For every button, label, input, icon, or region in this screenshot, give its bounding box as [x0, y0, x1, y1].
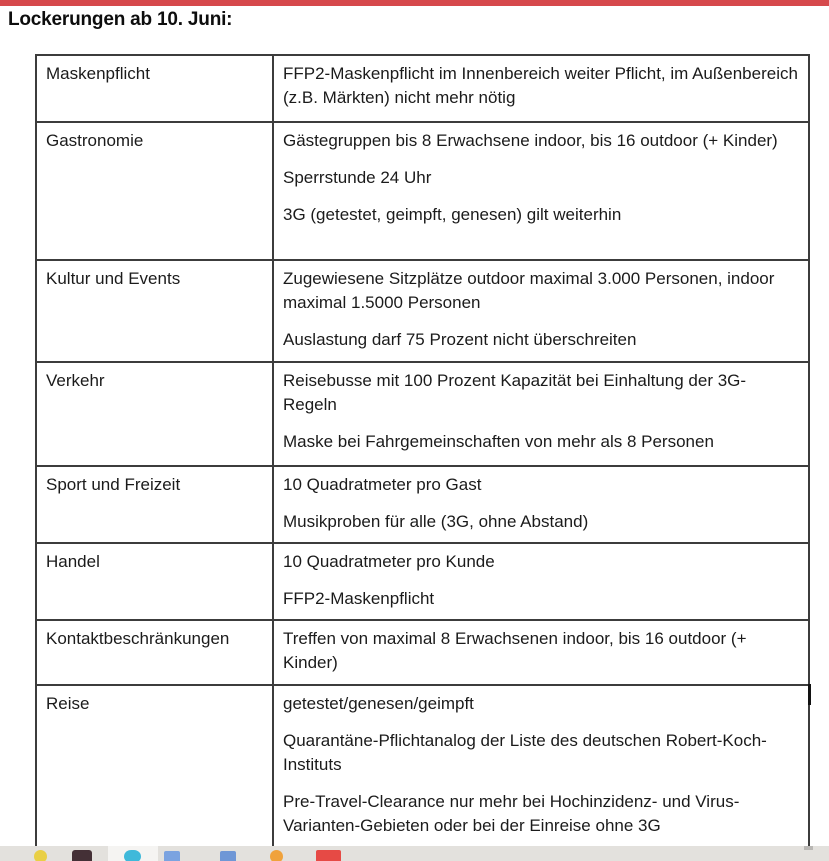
detail-paragraph: Pre-Travel-Clearance nur mehr bei Hochinzidenz- und Virus-Varianten-Gebieten oder bei der Einreise ohne 3G — [283, 792, 740, 835]
orange-dot-icon[interactable] — [270, 850, 283, 861]
detail-paragraph: Maske bei Fahrgemeinschaften von mehr als 8 Personen — [283, 432, 714, 451]
details-cell — [273, 466, 809, 543]
detail-paragraph: FFP2-Maskenpflicht im Innenbereich weiter Pflicht, im Außenbereich (z.B. Märkten) nicht mehr nötig — [283, 64, 798, 107]
cyan-circle-icon[interactable] — [124, 850, 141, 861]
detail-paragraph: Quarantäne-Pflichtanalog der Liste des deutschen Robert-Koch-Instituts — [283, 731, 767, 774]
table-row — [36, 466, 809, 543]
detail-paragraph: 10 Quadratmeter pro Gast — [283, 475, 482, 494]
table-row — [36, 543, 809, 620]
table-row — [36, 122, 809, 260]
details-cell — [273, 620, 809, 685]
category-cell: Gastronomie — [36, 122, 273, 260]
category-cell: Kultur und Events — [36, 260, 273, 362]
category-cell: Handel — [36, 543, 273, 620]
details-cell — [273, 362, 809, 466]
blue-app-icon-2[interactable] — [220, 851, 236, 861]
detail-paragraph: Gästegruppen bis 8 Erwachsene indoor, bis 16 outdoor (+ Kinder) — [283, 131, 778, 150]
detail-paragraph: Treffen von maximal 8 Erwachsenen indoor, bis 16 outdoor (+ Kinder) — [283, 629, 747, 672]
page-title: Lockerungen ab 10. Juni: — [8, 9, 233, 30]
yellow-dot-icon[interactable] — [34, 850, 47, 861]
detail-paragraph: FFP2-Maskenpflicht — [283, 589, 435, 608]
category-cell: Verkehr — [36, 362, 273, 466]
detail-paragraph: getestet/genesen/geimpft — [283, 694, 474, 713]
dark-app-icon[interactable] — [72, 850, 92, 861]
red-app-icon[interactable] — [316, 850, 341, 861]
details-cell — [273, 260, 809, 362]
table-row — [36, 685, 809, 849]
details-cell — [273, 543, 809, 620]
detail-paragraph: Sperrstunde 24 Uhr — [283, 168, 432, 187]
corner-smudge — [804, 846, 813, 850]
details-cell — [273, 122, 809, 260]
table-row — [36, 620, 809, 685]
table-row — [36, 362, 809, 466]
detail-paragraph: 10 Quadratmeter pro Kunde — [283, 552, 495, 571]
blue-app-icon[interactable] — [164, 851, 180, 861]
table-row — [36, 55, 809, 122]
detail-paragraph: Zugewiesene Sitzplätze outdoor maximal 3.000 Personen, indoor maximal 1.5000 Personen — [283, 269, 775, 312]
category-cell: Sport und Freizeit — [36, 466, 273, 543]
details-cell — [273, 685, 809, 849]
detail-paragraph: Musikproben für alle (3G, ohne Abstand) — [283, 512, 589, 531]
top-accent-bar — [0, 0, 829, 6]
lockerungen-table — [35, 54, 810, 850]
table-row — [36, 260, 809, 362]
category-cell: Reise — [36, 685, 273, 849]
taskbar[interactable] — [0, 846, 829, 861]
detail-paragraph: Reisebusse mit 100 Prozent Kapazität bei Einhaltung der 3G-Regeln — [283, 371, 747, 414]
table-body — [36, 55, 809, 849]
category-cell: Kontaktbeschränkungen — [36, 620, 273, 685]
detail-paragraph: Auslastung darf 75 Prozent nicht überschreiten — [283, 330, 637, 349]
details-cell — [273, 55, 809, 122]
text-cursor — [808, 684, 811, 705]
category-cell: Maskenpflicht — [36, 55, 273, 122]
detail-paragraph: 3G (getestet, geimpft, genesen) gilt weiterhin — [283, 205, 622, 224]
